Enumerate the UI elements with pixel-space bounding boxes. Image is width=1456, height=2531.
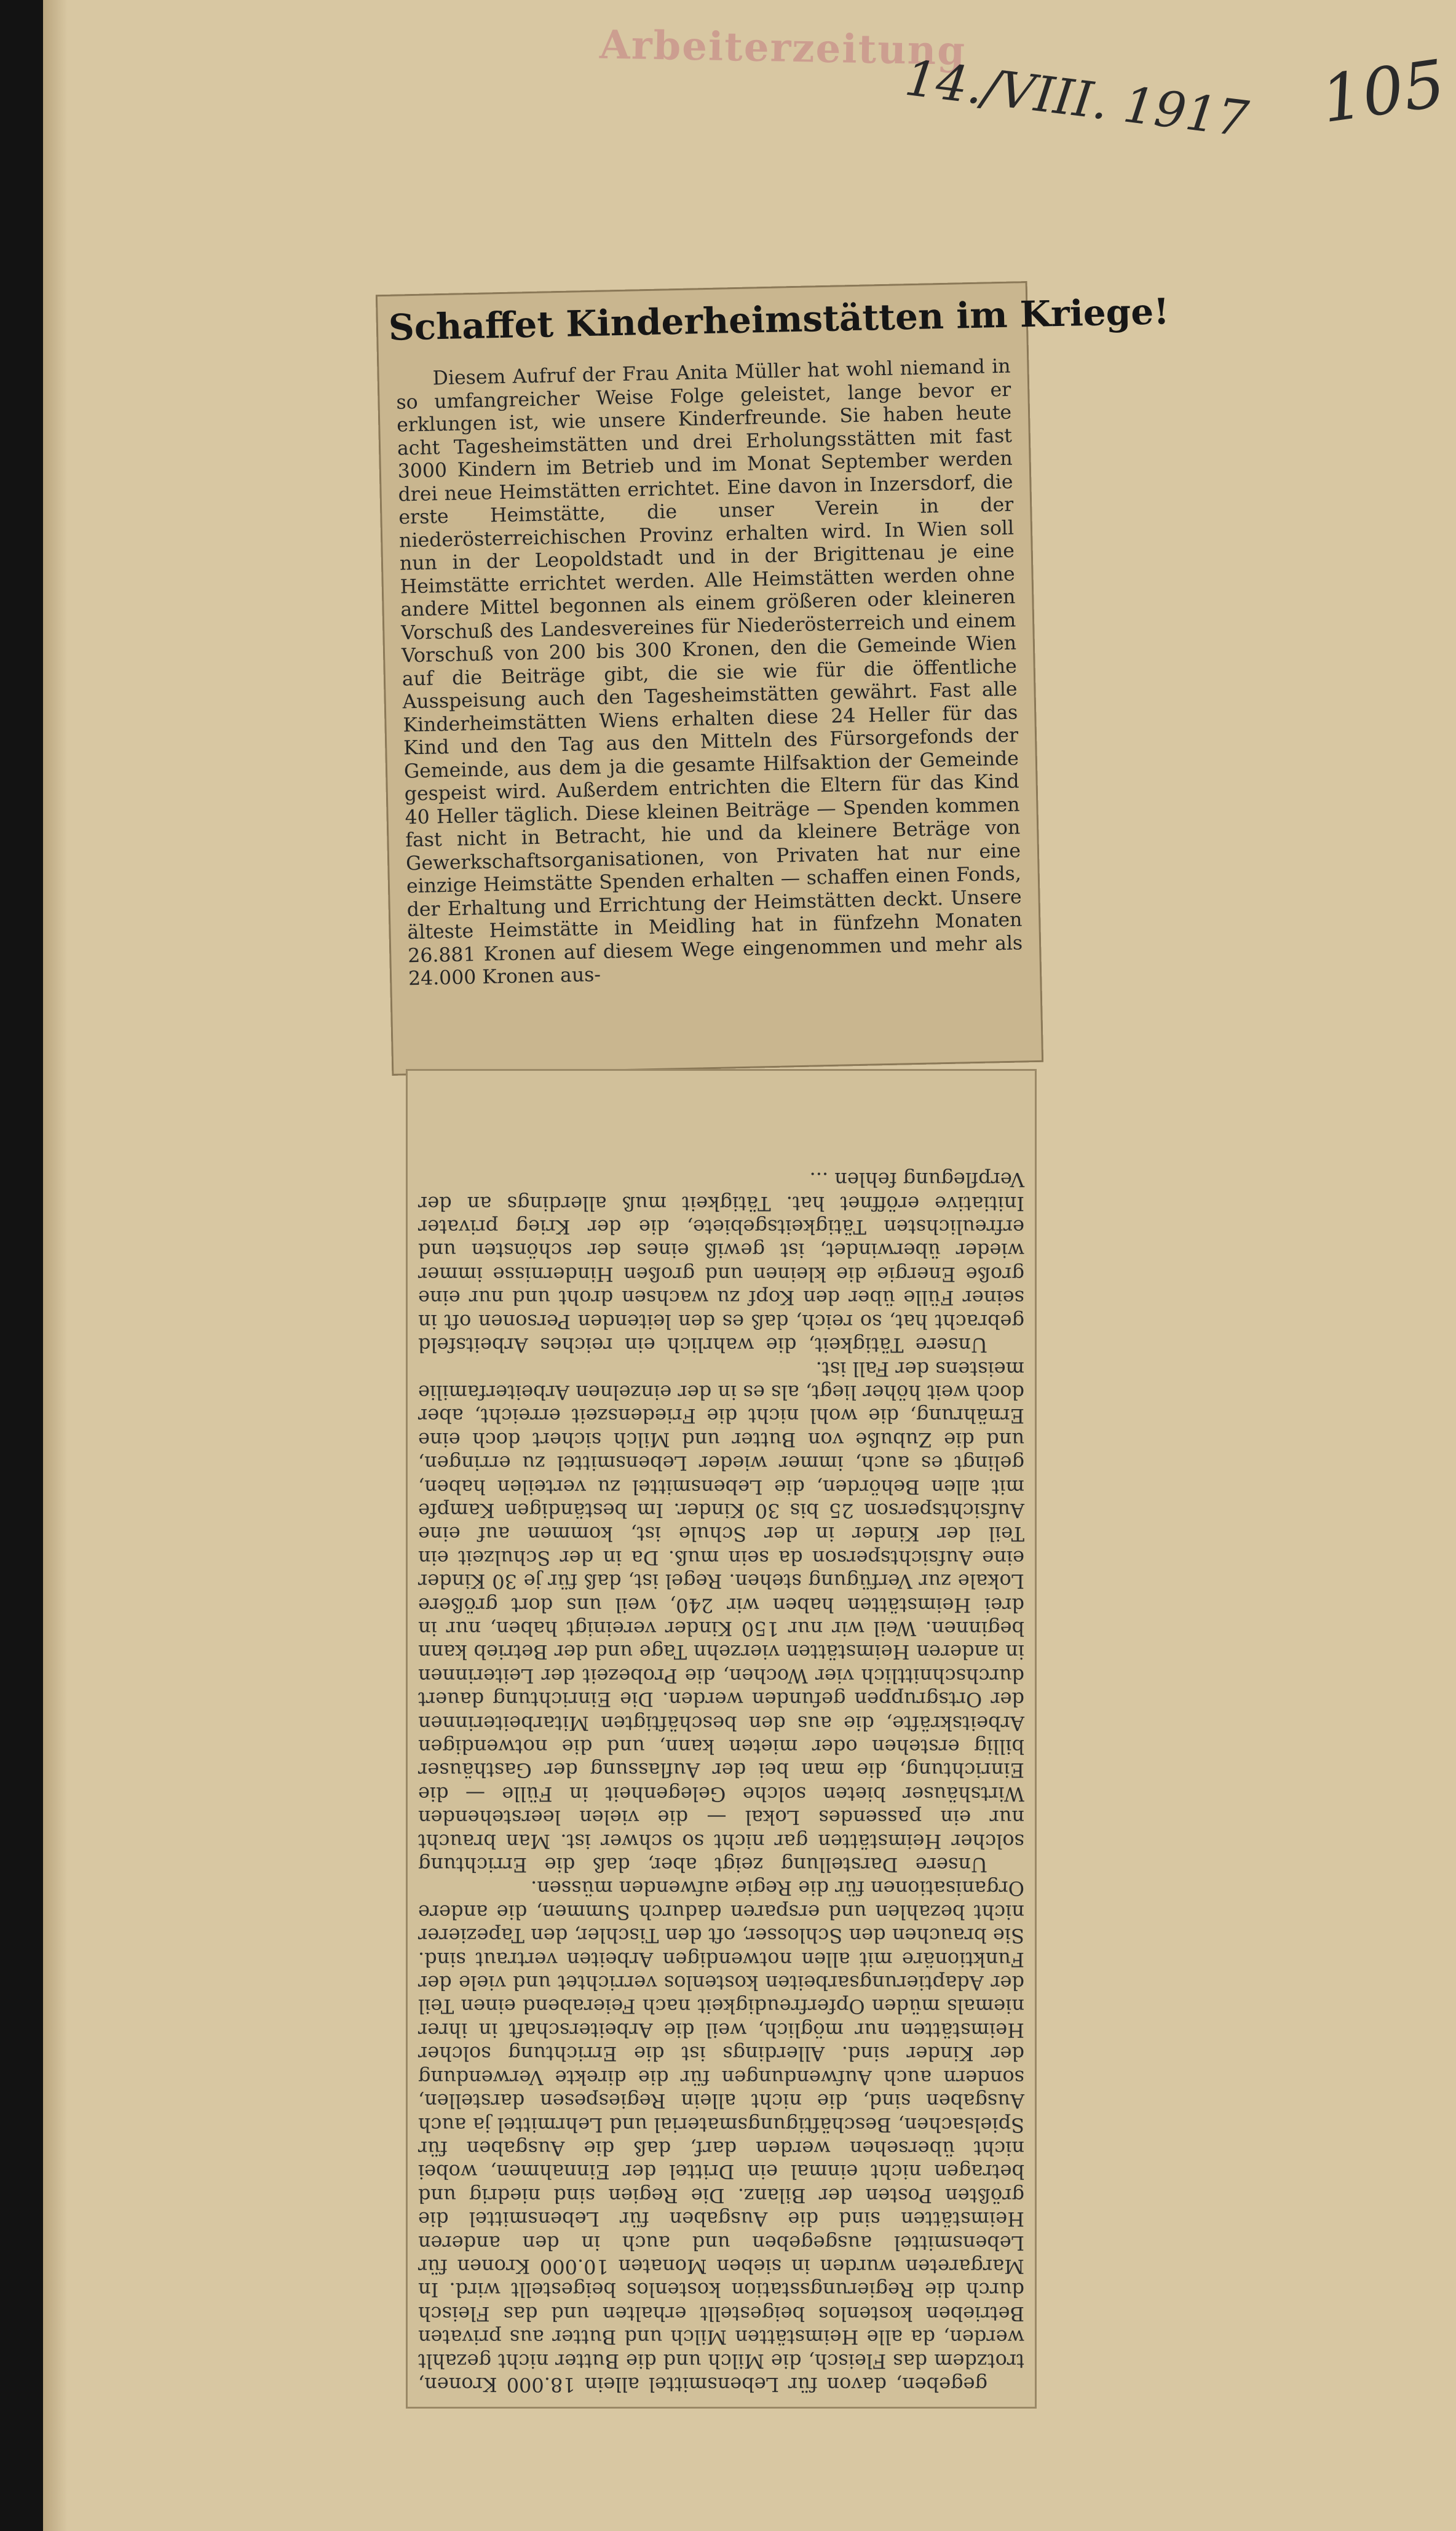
newspaper-clipping-upper	[376, 281, 1170, 1076]
article-paragraph: Unsere Tätigkeit, die wahrlich ein reiches Arbeitsfeld gebracht hat, so reich, daß es den leitenden Personen oft in seiner Fülle über den Kopf zu wachsen droht und nur eine große Energie die kleinen und großen Hindernisse immer wieder überwindet, ist gewiß eines der schönsten und erfreulichsten Tätigkeitsgebiete, die der Krieg privater Initiative eröffnet hat. Tätigkeit muß allerdings an der Verpflegung fehlen ...	[418, 1168, 1024, 1357]
article-headline: Schaffet Kinderheimstätten im Kriege!	[388, 290, 1170, 349]
handwritten-date: 14./VIII. 1917	[901, 49, 1252, 148]
article-body-upper: Diesem Aufruf der Frau Anita Müller hat wohl niemand in so umfangreicher Weise Folge geleistet, lange bevor er erklungen ist, wie unsere Kinderfreunde. Sie haben heute acht Tagesheimstätten und drei Erholungsstätten mit fast 3000 Kindern im Betrieb und im Monat September werden drei neue Heimstätten errichtet. Eine davon in Inzersdorf, die erste Heimstätte, die unser Verein in der niederösterreichischen Provinz erhalten wird. In Wien soll nun in der Leopoldstadt und in der Brigittenau je eine Heimstätte errichtet werden. Alle Heimstätten werden ohne andere Mittel begonnen als einem größeren oder kleineren Vorschuß des Landesvereines für Niederösterreich und einem Vorschuß von 200 bis 300 Kronen, den die Gemeinde Wien auf die Beiträge gibt, die sie wie für die öffentliche Ausspeisung auch den Tagesheimstätten gewährt. Fast alle Kinderheimstätten Wiens erhalten diese 24 Heller für das Kind und den Tag aus den Mitteln des Fürsorgefonds der Gemeinde, aus dem ja die gesamte Hilfsaktion der Gemeinde gespeist wird. Außerdem entrichten die Eltern für das Kind 40 Heller täglich. Diese kleinen Beiträge — Spenden kommen fast nicht in Betracht, hie und da kleinere Beträge von Gewerkschaftsorganisationen, von Privaten hat nur eine einzige Heimstätte Spenden erhalten — schaffen einen Fonds, der Erhaltung und Errichtung der Heimstätten deckt. Unsere älteste Heimstätte in Meidling hat in fünfzehn Monaten 26.881 Kronen auf diesem Wege eingenommen und mehr als 24.000 Kronen aus-	[396, 355, 1023, 990]
sheet-edge	[43, 0, 68, 2531]
newspaper-clipping-lower-inverted	[406, 1069, 1037, 2409]
article-paragraph: gegeben, davon für Lebensmittel allein 18.000 Kronen, trotzdem das Fleisch, die Milch und die Butter nicht gezahlt werden, da alle Heimstätten Milch und Butter aus privaten Betrieben kostenlos beigestellt erhalten und das Fleisch durch die Regierungsstation kostenlos beigestellt wird. In Margareten wurden in sieben Monaten 10.000 Kronen für Lebensmittel ausgegeben und auch in den anderen Heimstätten sind die Ausgaben für Lebensmittel die größten Posten der Bilanz. Die Regien sind niedrig und betragen nicht einmal ein Drittel der Einnahmen, wobei nicht übersehen werden darf, daß die Ausgaben für Spielsachen, Beschäftigungsmaterial und Lehrmittel ja auch Ausgaben sind, die nicht allein Regiespesen darstellen, sondern auch Aufwendungen für die direkte Verwendung der Kinder sind. Allerdings ist die Errichtung solcher Heimstätten nur möglich, weil die Arbeiterschaft in ihrer niemals müden Opferfreudigkeit nach Feierabend einen Teil der Adaptierungsarbeiten kostenlos verrichtet und viele der Funktionäre mit allen notwendigen Arbeiten vertraut sind. Sie brauchen den Schlosser, oft den Tischler, den Tapezierer nicht bezahlen und ersparen dadurch Summen, die andere Organisationen für die Regie aufwenden müssen.	[418, 1877, 1024, 2396]
newspaper-stamp: Arbeiterzeitung	[599, 22, 967, 74]
handwritten-page-number: 105	[1316, 46, 1450, 138]
article-paragraph: Unsere Darstellung zeigt aber, daß die Errichtung solcher Heimstätten gar nicht so schwer ist. Man braucht nur ein passendes Lokal — die vielen leerstehenden Wirtshäuser bieten solche Gelegenheit in Fülle — die Einrichtung, die man bei der Auflassung der Gasthäuser billig erstehen oder mieten kann, und die notwendigen Arbeitskräfte, die aus den beschäftigten Mitarbeiterinnen der Ortsgruppen gefunden werden. Die Einrichtung dauert durchschnittlich vier Wochen, die Probezeit der Leiterinnen in anderen Heimstätten vierzehn Tage und der Betrieb kann beginnen. Weil wir nur 150 Kinder vereinigt haben, nur in drei Heimstätten haben wir 240, weil uns dort größere Lokale zur Verfügung stehen. Regel ist, daß für je 30 Kinder eine Aufsichtsperson da sein muß. Da in der Schulzeit ein Teil der Kinder in der Schule ist, kommen auf eine Aufsichtsperson 25 bis 30 Kinder. Im beständigen Kampfe mit allen Behörden, die Lebensmittel zu verteilen haben, gelingt es auch, immer wieder Lebensmittel zu erringen, und die Zubuße von Butter und Milch sichert doch eine Ernährung, die wohl nicht die Friedenszeit erreicht, aber doch weit höher liegt, als es in der einzelnen Arbeiterfamilie meistens der Fall ist.	[418, 1357, 1024, 1877]
article-body-lower	[418, 1081, 1024, 2396]
